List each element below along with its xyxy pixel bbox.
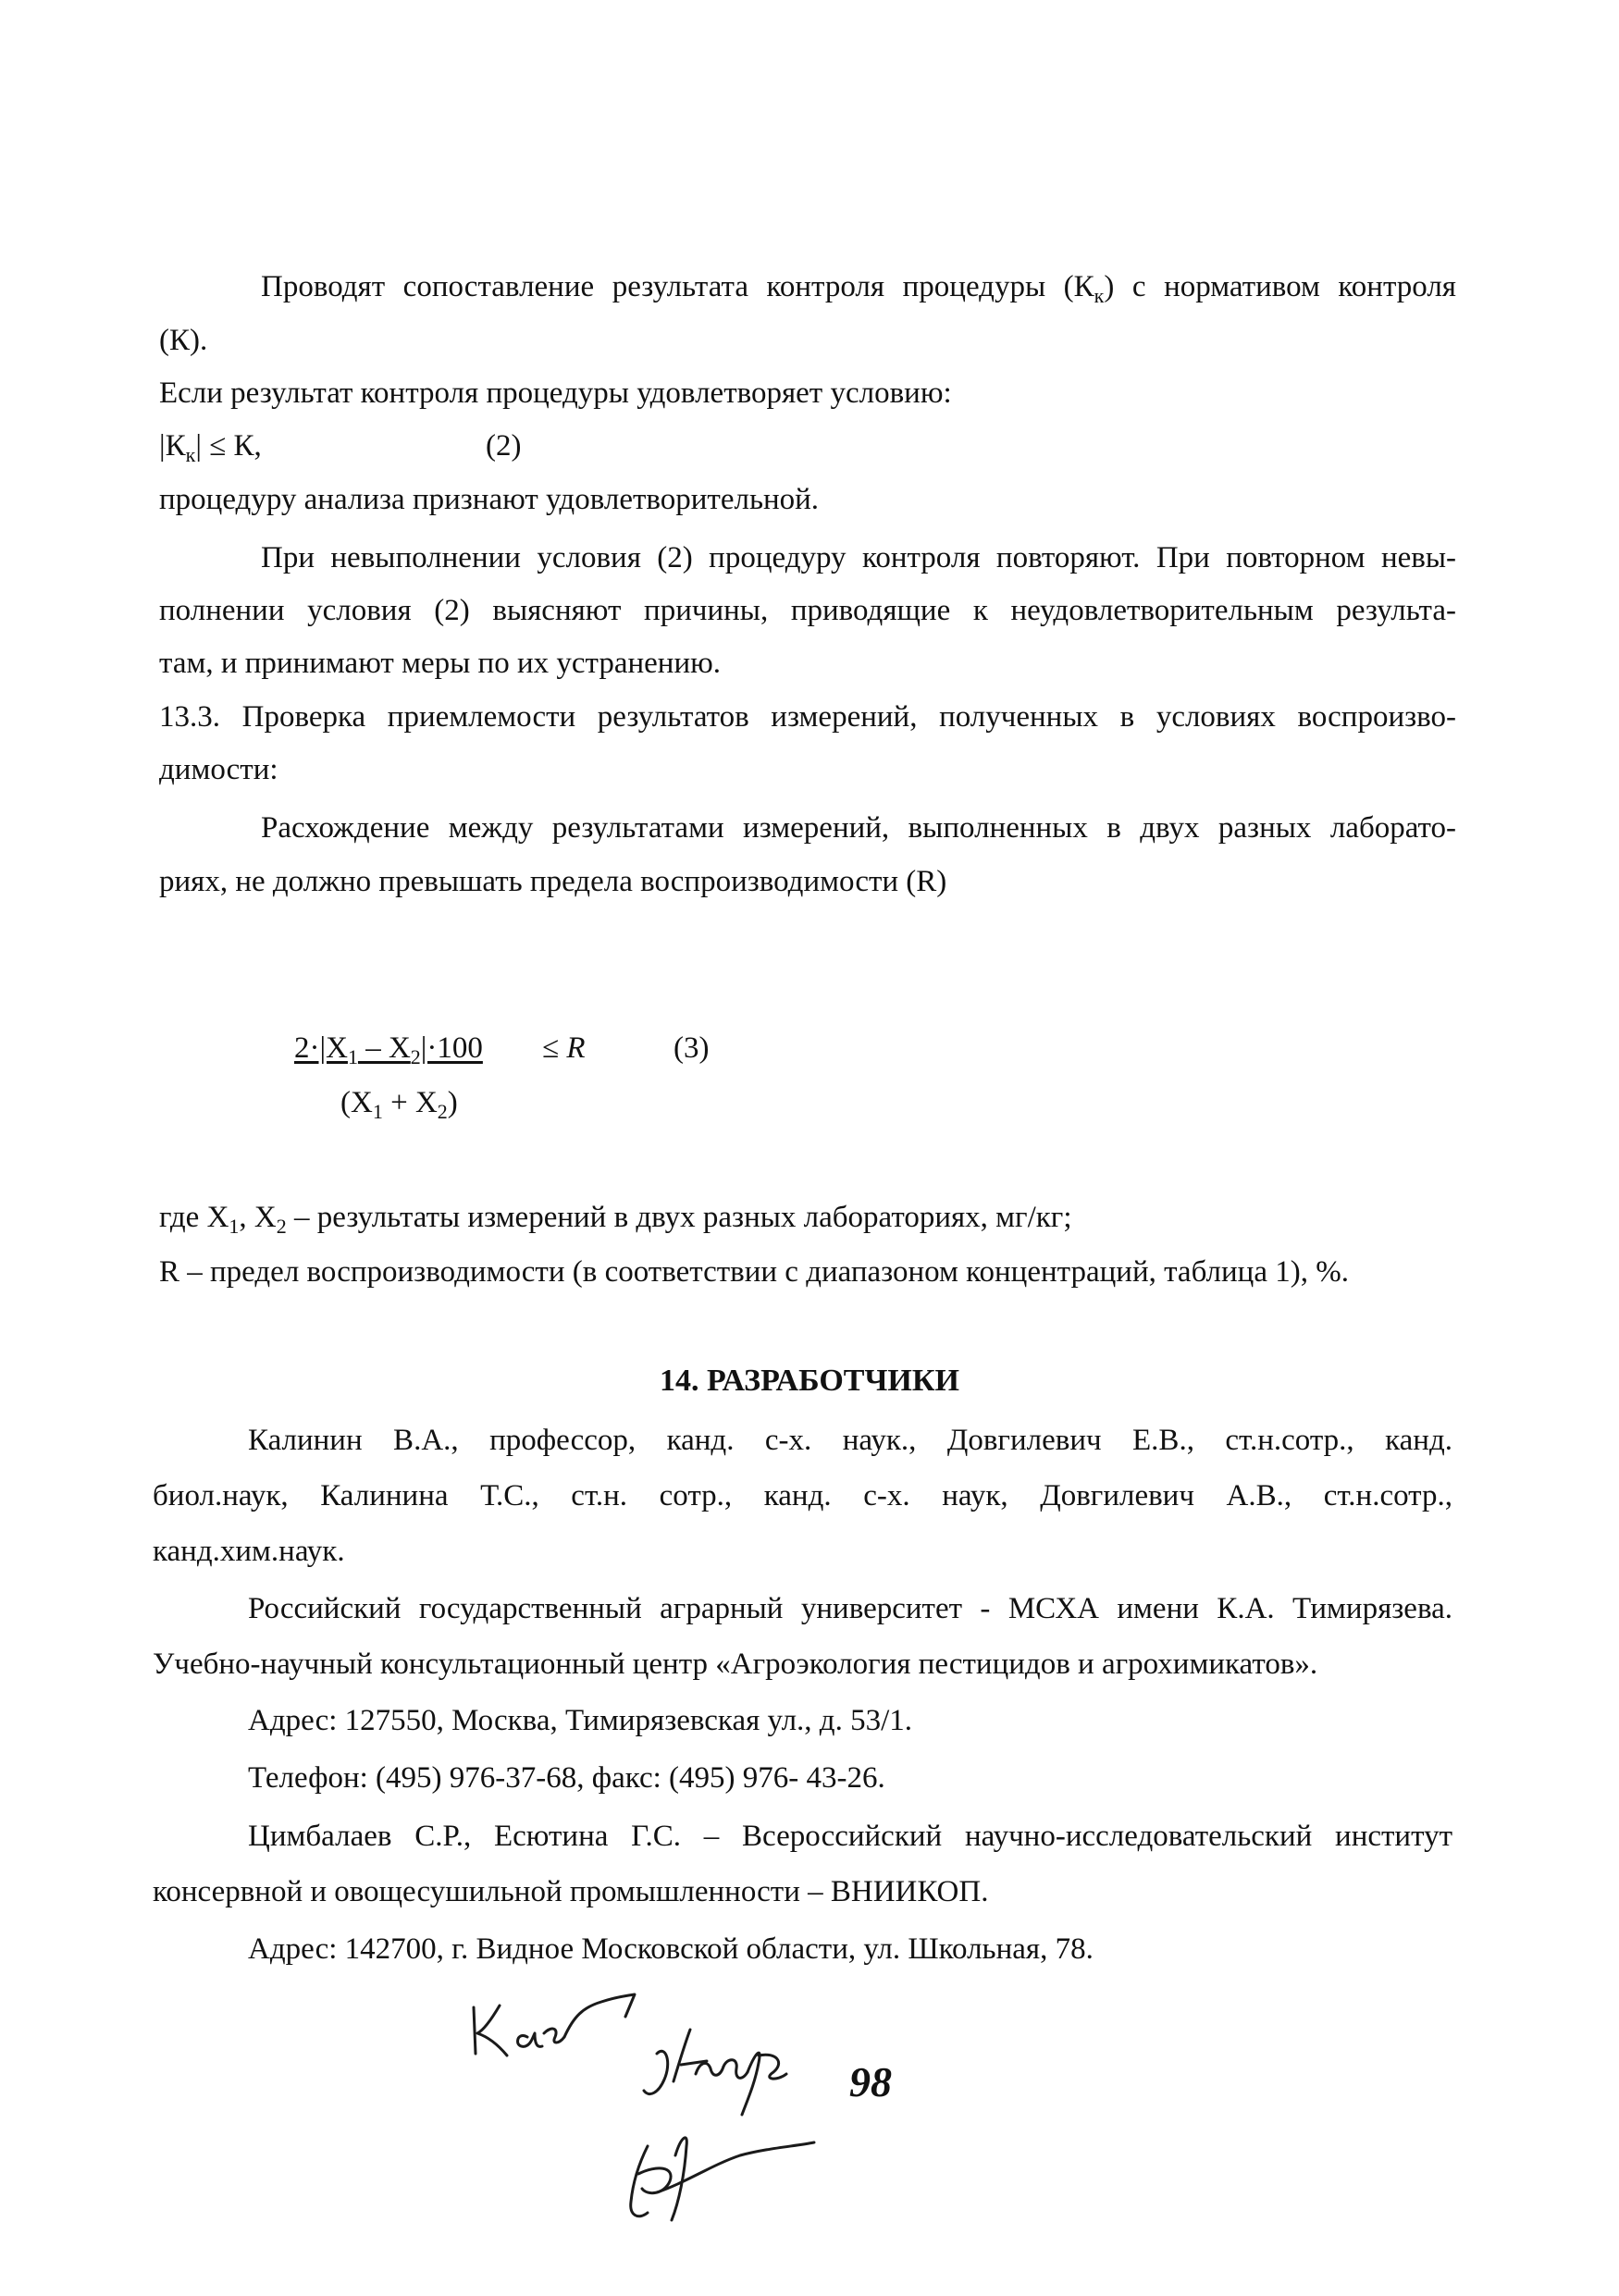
control-comparison-line-1: Проводят сопоставление результата контроля процедуры $(К_к)$ с нормативом контроля: [261, 270, 1456, 307]
variables-definition: где $X_1$, $X_2$ – результаты измерений в двух разных лабораториях, мг/кг;: [159, 1201, 1072, 1238]
signature-3: [611, 2128, 833, 2229]
developers-line-2: биол.наук, Калинина Т.С., ст.н. сотр., канд. с-х. наук, Довгилевич А.В., ст.н.сотр.,: [153, 1479, 1452, 1512]
address-line-1: Адрес: 127550, Москва, Тимирязевская ул., д. 53/1.: [248, 1704, 912, 1737]
section-13-3-line-2: димости:: [159, 753, 278, 786]
organization-line-2: Учебно-научный консультационный центр «Агроэкология пестицидов и агрохимикатов».: [153, 1648, 1318, 1681]
signature-1: [463, 1980, 648, 2063]
phone-line: Телефон: (495) 976-37-68, факс: (495) 976- 43-26.: [248, 1761, 885, 1795]
section-13-3-line-1: 13.3. Проверка приемлемости результатов измерений, полученных в условиях воспроизво-: [159, 700, 1456, 734]
developers-line-3: канд.хим.наук.: [153, 1535, 345, 1568]
repeat-control-line-1: При невыполнении условия (2) процедуру контроля повторяют. При повторном невы-: [261, 541, 1456, 574]
repeat-control-line-2: полнении условия (2) выясняют причины, приводящие к неудовлетворительным результа-: [159, 594, 1456, 627]
reproducibility-line-1: Расхождение между результатами измерений, выполненных в двух разных лаборато-: [261, 811, 1456, 845]
r-definition: R – предел воспроизводимости (в соответствии с диапазоном концентраций, таблица 1), %.: [159, 1255, 1349, 1289]
page-number: 98: [849, 2058, 892, 2105]
condition-formula: $|К_к| \le К$,: [159, 429, 262, 466]
developers-line-1: Калинин В.А., профессор, канд. с-х. наук., Довгилевич Е.В., ст.н.сотр., канд.: [248, 1424, 1452, 1457]
reproducibility-line-2: риях, не должно превышать предела воспроизводимости (R): [159, 865, 947, 898]
section-14-heading: 14. РАЗРАБОТЧИКИ: [660, 1364, 959, 1398]
formula-numerator: $2\cdot|X_1 - X_2|\cdot 100$: [294, 1031, 483, 1068]
formula-relation: ≤ R: [542, 1031, 586, 1065]
condition-intro: Если результат контроля процедуры удовлетворяет условию:: [159, 376, 952, 410]
developers-2-line-1: Цимбалаев С.Р., Есютина Г.С. – Всероссийский научно-исследовательский институт: [248, 1820, 1452, 1853]
repeat-control-line-3: там, и принимают меры по их устранению.: [159, 647, 722, 680]
developers-2-line-2: консервной и овощесушильной промышленности – ВНИИКОП.: [153, 1875, 989, 1908]
condition-formula-number: (2): [486, 429, 522, 463]
formula-r: R: [566, 1031, 586, 1065]
procedure-satisfactory: процедуру анализа признают удовлетворительной.: [159, 483, 820, 516]
address-line-2: Адрес: 142700, г. Видное Московской области, ул. Школьная, 78.: [248, 1932, 1094, 1966]
formula-denominator: $(X_1 + X_2)$: [340, 1086, 458, 1123]
organization-line-1: Российский государственный аграрный университет - МСХА имени К.А. Тимирязева.: [248, 1592, 1452, 1625]
control-comparison-line-2: (К).: [159, 324, 208, 357]
formula-equation-number: (3): [674, 1031, 710, 1065]
